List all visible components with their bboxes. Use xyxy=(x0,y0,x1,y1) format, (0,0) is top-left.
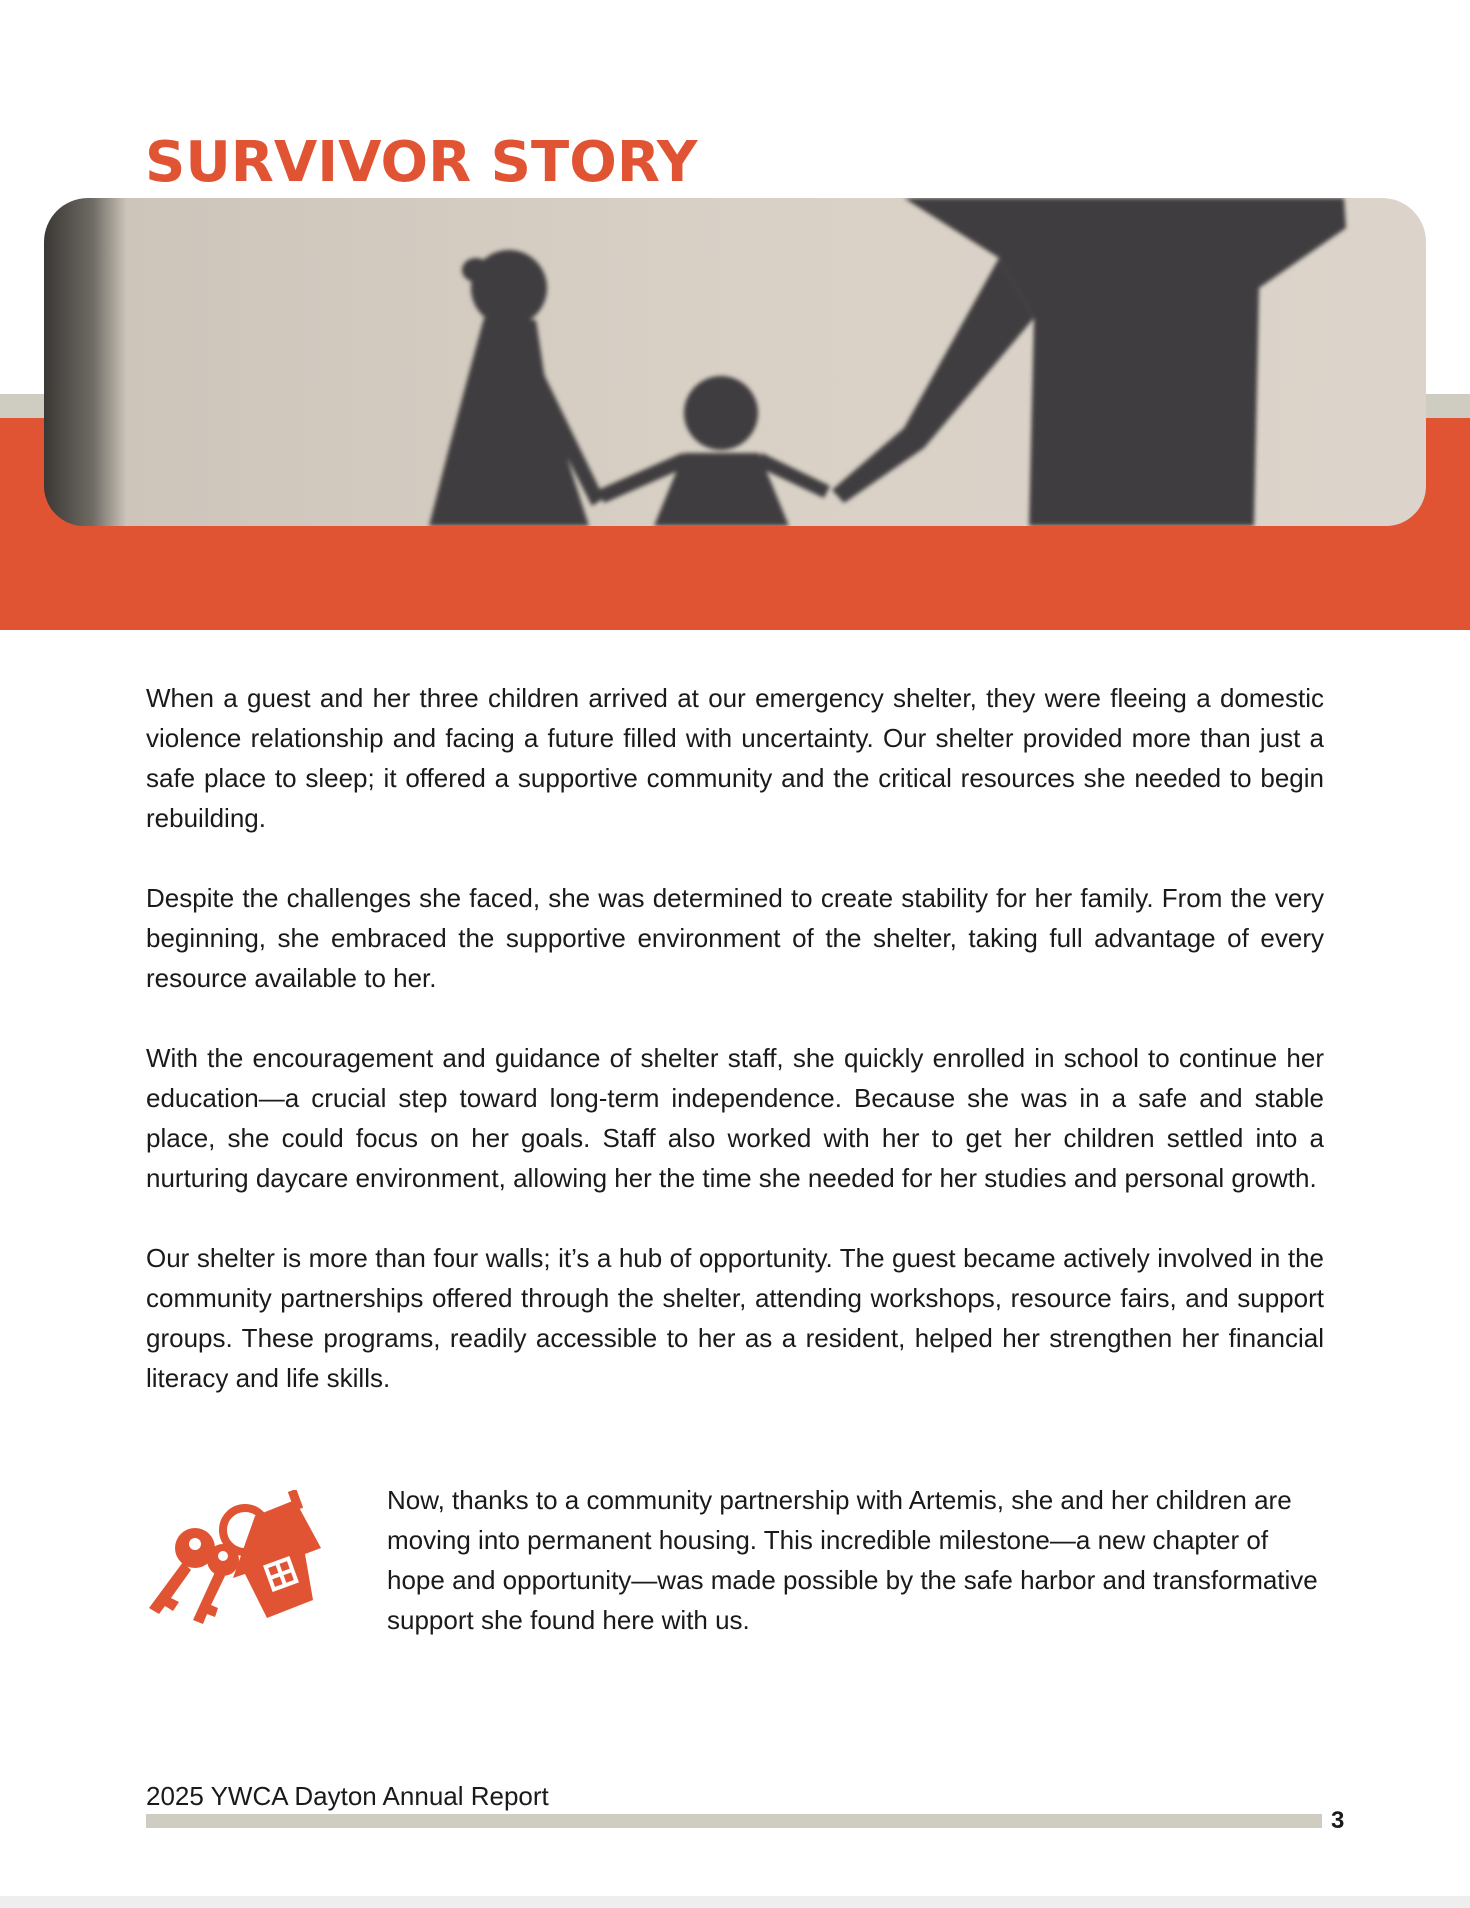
footer-report-title: 2025 YWCA Dayton Annual Report xyxy=(146,1781,549,1811)
final-paragraph: Now, thanks to a community partnership with Artemis, she and her children are moving into permanent housing. This incredible milestone—a new chapter of hope and opportunity—was made possible by the safe harbor and transformative support she found here with us. xyxy=(387,1485,1318,1635)
page-bottom-edge xyxy=(0,1896,1470,1908)
footer-divider-bar xyxy=(146,1814,1322,1828)
story-paragraph-3: With the encouragement and guidance of shelter staff, she quickly enrolled in school to continue her education—a crucial step toward long-term independence. Because she was in a safe and stable place, she could focus on her goals. Staff also worked with her to get her children settled into a nurturing daycare environment, allowing her the time she needed for her studies and personal growth. xyxy=(146,1043,1324,1193)
house-keys-icon xyxy=(145,1490,321,1626)
story-body xyxy=(146,678,1324,1438)
story-paragraph-4: Our shelter is more than four walls; it’s a hub of opportunity. The guest became actively involved in the community partnerships offered through the shelter, attending workshops, resource fairs, and support groups. These programs, readily accessible to her as a resident, helped her strengthen her financial literacy and life skills. xyxy=(146,1243,1324,1393)
family-silhouette-photo xyxy=(44,198,1426,526)
page-number: 3 xyxy=(1331,1807,1345,1834)
page-title: SURVIVOR STORY xyxy=(145,130,698,195)
story-paragraph-2: Despite the challenges she faced, she was determined to create stability for her family. From the very beginning, she embraced the supportive environment of the shelter, taking full advantage of every resource available to her. xyxy=(146,883,1324,993)
story-paragraph-1: When a guest and her three children arrived at our emergency shelter, they were fleeing a domestic violence relationship and facing a future filled with uncertainty. Our shelter provided more than just a safe place to sleep; it offered a supportive community and the critical resources she needed to begin rebuilding. xyxy=(146,683,1324,833)
